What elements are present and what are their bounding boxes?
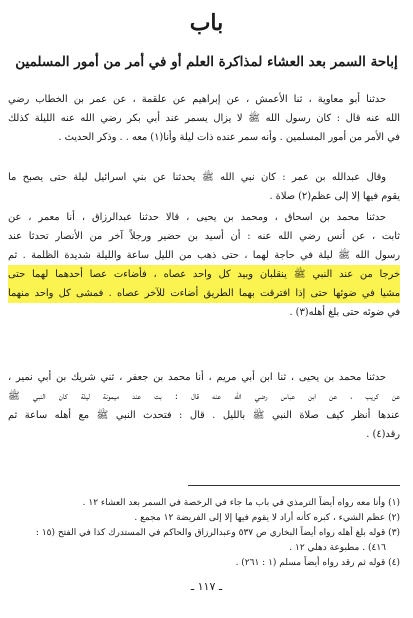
footnote-2: (٢) عظم الشيء ، كبره كأنه أراد لا يقوم فيها إلا إلى الفريضة ١٢ مجمع . (134, 513, 400, 523)
text-line: في الأمر من أمور المسلمين . وأنه سمر عنده ذات ليلة وأنا(١) معه . . وذكر الحديث . (58, 132, 400, 143)
text-line: رسول الله ﷺ ليلة في حاجة لهما ، حتى ذهب من الليل ساعة والليلة شديدة الظلمة . ثم (8, 250, 400, 261)
text-line: وقال عبدالله بن عمر : كان نبي الله ﷺ يحدثنا عن بني اسرائيل ليلة حتى يصبح ما (8, 172, 386, 183)
section-title: إباحة السمر بعد العشاء لمذاكرة العلم أو في أمر من أمور المسلمين (15, 54, 398, 70)
hadith-paragraph-4 (8, 368, 400, 444)
footnote-3: (٣) قوله بلغ أهله رواه أيضاً البخاري ص ٥٣٧ وعبدالرزاق والحاكم في المستدرك كذا في الفتح (١٥ : (35, 528, 400, 538)
footnote-1: (١) وأنا معه رواه أيضاً الترمذي في باب ما جاء في الرخصة في السمر بعد العشاء ١٢ . (82, 498, 400, 508)
text-line: عن كريب ، عن ابن عباس رضي الله عنه قال : بت عند ميمونة ليلة كان النبي ﷺ (8, 391, 400, 402)
text-line: يقوم فيها إلا إلى عظم(٢) صلاة . (269, 191, 400, 202)
hadith-paragraph-3 (8, 208, 400, 322)
hadith-paragraph-1 (8, 90, 400, 147)
text-line: ثابت ، عن أنس رضي الله عنه : أن أسيد بن حضير ورجلاً آخر من الأنصار تحدثا عند (8, 231, 400, 242)
text-line: عندها أنظر كيف صلاة النبي ﷺ بالليل . قال : فتحدث النبي ﷺ مع أهله ساعة ثم (8, 410, 400, 421)
page-number: ـ ١١٧ ـ (190, 580, 223, 593)
chapter-title: باب (189, 10, 224, 36)
highlighted-line: خرجا من عند النبي ﷺ ينقلبان وبيد كل واحد عصاه ، فأضاءت عصا أحدهما لهما حتى (8, 265, 400, 284)
footnote-4: (٤) قوله ثم رقد رواه أيضاً مسلم (١ : ٢٦١) . (235, 558, 400, 568)
footnote-divider (188, 485, 400, 486)
hadith-paragraph-2 (8, 168, 400, 206)
text-line: حدثنا أبو معاوية ، ثنا الأعمش ، عن إبراهيم عن علقمة ، عن عمر بن الخطاب رضي (8, 94, 386, 105)
text-line: الله عنه قال : كان رسول الله ﷺ لا يزال يسمر عند أبي بكر رضي الله عنه الليلة كذلك (8, 113, 400, 124)
text-line: حدثنا محمد بن يحيى ، ثنا ابن أبي مريم ، أنا محمد بن جعفر ، ثني شريك بن أبي نمير ، (8, 372, 386, 383)
text-line: حدثنا محمد بن اسحاق ، ومحمد بن يحيى ، قالا حدثنا عبدالرزاق ، أنا معمر ، عن (8, 212, 386, 223)
text-line: رقد(٤) . (366, 429, 400, 440)
text-line: في ضوئه حتى بلغ أهله(٣) . (289, 307, 400, 318)
highlighted-line: مشيا في ضوئها حتى إذا افترقت بهما الطريق أضاءت للآخر عصاه . فمشى كل واحد منهما (8, 284, 400, 303)
footnote-3-continued: ٤١٦) . مطبوعة دهلي ١٢ . (289, 543, 386, 553)
footnotes (14, 496, 400, 571)
